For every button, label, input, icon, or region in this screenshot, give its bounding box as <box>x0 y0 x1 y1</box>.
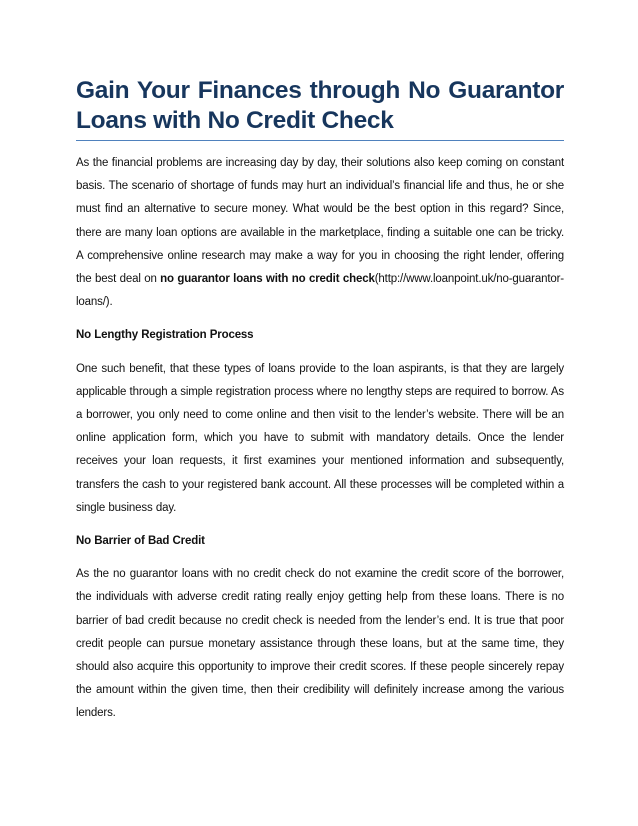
document-page <box>76 76 564 736</box>
document-title: Gain Your Finances through No Guarantor Loans with No Credit Check <box>76 77 564 134</box>
intro-text: As the financial problems are increasing day by day, their solutions also keep coming on constant basis. The scenario of shortage of funds may hurt an individual’s financial life and thus, he or she must find an alternative to secure money. What would be the best option in this regard? Since, there are many loan options are available in the marketplace, finding a suitable one can be tricky. A comprehensive online research may make a way for you in choosing the right lender, offering the best deal on <box>76 157 564 286</box>
title-underline <box>76 140 564 141</box>
keyword-link[interactable]: no guarantor loans with no credit check <box>160 273 375 286</box>
section-body-registration: One such benefit, that these types of loans provide to the loan aspirants, is that they are largely applicable through a simple registration process where no lengthy steps are required to borrow. As a borrower, you only need to come online and then visit to the lender’s website. There will be an online application form, which you have to submit with mandatory details. Once the lender receives your loan requests, it first examines your mentioned information and subsequently, transfers the cash to your registered bank account. All these processes will be completed within a single business day. <box>76 362 564 514</box>
intro-paragraph <box>76 152 564 314</box>
section-heading-bad-credit: No Barrier of Bad Credit <box>76 535 205 548</box>
url-text[interactable]: (http://www.loanpoint.uk/no-guarantor-loans/). <box>76 273 564 309</box>
section-heading-registration: No Lengthy Registration Process <box>76 329 254 342</box>
section-body-bad-credit: As the no guarantor loans with no credit check do not examine the credit score of the borrower, the individuals with adverse credit rating really enjoy getting help from these loans. There is no barrier of bad credit because no credit check is needed from the lender’s end. It is true that poor credit people can pursue monetary assistance through these loans, but at the same time, they should also acquire this opportunity to improve their credit scores. If these people sincerely repay the amount within the given time, then their credibility will definitely increase among the various lenders. <box>76 568 564 720</box>
